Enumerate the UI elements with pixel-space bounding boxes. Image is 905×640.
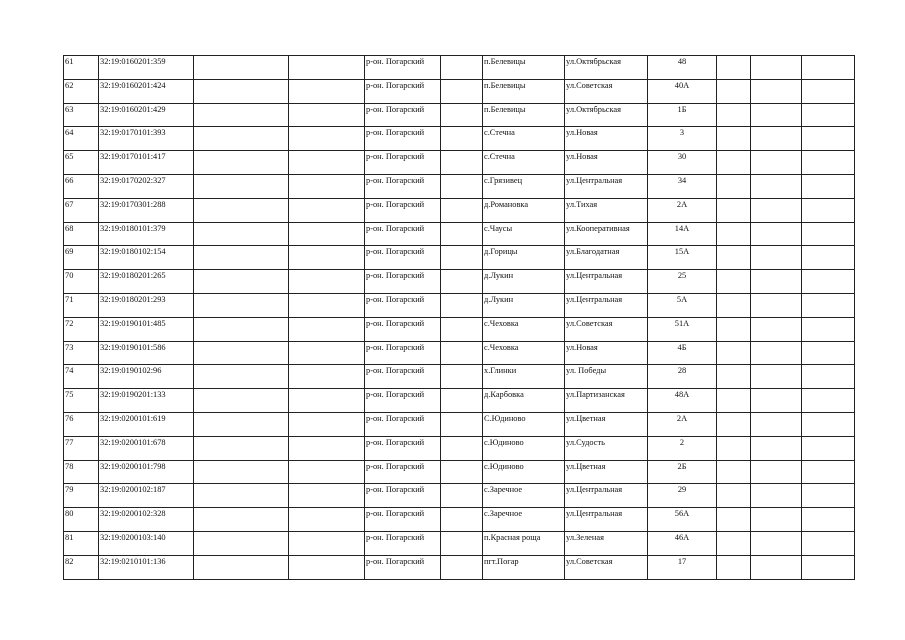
empty-cell bbox=[751, 56, 802, 80]
row-number: 77 bbox=[64, 436, 99, 460]
empty-cell bbox=[802, 103, 855, 127]
empty-cell bbox=[717, 460, 751, 484]
empty-cell bbox=[194, 317, 289, 341]
house-number: 34 bbox=[648, 174, 717, 198]
table-row bbox=[64, 436, 855, 460]
empty-cell bbox=[802, 198, 855, 222]
cadastral-number: 32:19:0160201:429 bbox=[99, 103, 194, 127]
empty-cell bbox=[194, 270, 289, 294]
row-number: 65 bbox=[64, 151, 99, 175]
row-number: 64 bbox=[64, 127, 99, 151]
table-row bbox=[64, 127, 855, 151]
empty-cell bbox=[717, 174, 751, 198]
empty-cell bbox=[194, 56, 289, 80]
cadastral-number: 32:19:0190101:586 bbox=[99, 341, 194, 365]
empty-cell bbox=[717, 508, 751, 532]
empty-cell bbox=[751, 293, 802, 317]
street: ул.Центральная bbox=[565, 508, 648, 532]
locality: д.Лукин bbox=[483, 270, 565, 294]
empty-cell bbox=[441, 317, 483, 341]
empty-cell bbox=[289, 341, 365, 365]
empty-cell bbox=[441, 127, 483, 151]
house-number: 4Б bbox=[648, 341, 717, 365]
empty-cell bbox=[717, 270, 751, 294]
empty-cell bbox=[751, 508, 802, 532]
empty-cell bbox=[802, 555, 855, 579]
empty-cell bbox=[717, 56, 751, 80]
street: ул.Цветная bbox=[565, 460, 648, 484]
locality: с.Чаусы bbox=[483, 222, 565, 246]
empty-cell bbox=[802, 531, 855, 555]
cadastral-number: 32:19:0170101:417 bbox=[99, 151, 194, 175]
empty-cell bbox=[751, 246, 802, 270]
district: р-он. Погарский bbox=[365, 293, 441, 317]
empty-cell bbox=[751, 79, 802, 103]
empty-cell bbox=[441, 198, 483, 222]
empty-cell bbox=[751, 436, 802, 460]
empty-cell bbox=[194, 222, 289, 246]
empty-cell bbox=[717, 246, 751, 270]
empty-cell bbox=[717, 341, 751, 365]
street: ул.Центральная bbox=[565, 293, 648, 317]
empty-cell bbox=[441, 531, 483, 555]
row-number: 69 bbox=[64, 246, 99, 270]
locality: п.Белевицы bbox=[483, 56, 565, 80]
row-number: 63 bbox=[64, 103, 99, 127]
empty-cell bbox=[751, 127, 802, 151]
district: р-он. Погарский bbox=[365, 174, 441, 198]
empty-cell bbox=[802, 317, 855, 341]
district: р-он. Погарский bbox=[365, 79, 441, 103]
street: ул.Кооперативная bbox=[565, 222, 648, 246]
row-number: 75 bbox=[64, 389, 99, 413]
empty-cell bbox=[194, 246, 289, 270]
empty-cell bbox=[289, 270, 365, 294]
empty-cell bbox=[802, 222, 855, 246]
cadastral-number: 32:19:0190102:96 bbox=[99, 365, 194, 389]
empty-cell bbox=[751, 412, 802, 436]
empty-cell bbox=[289, 293, 365, 317]
empty-cell bbox=[802, 293, 855, 317]
table-row bbox=[64, 293, 855, 317]
table-row bbox=[64, 389, 855, 413]
street: ул.Октябрьская bbox=[565, 103, 648, 127]
empty-cell bbox=[194, 555, 289, 579]
locality: х.Глинки bbox=[483, 365, 565, 389]
house-number: 3 bbox=[648, 127, 717, 151]
district: р-он. Погарский bbox=[365, 531, 441, 555]
cadastral-number: 32:19:0180201:265 bbox=[99, 270, 194, 294]
empty-cell bbox=[717, 436, 751, 460]
empty-cell bbox=[717, 317, 751, 341]
empty-cell bbox=[289, 412, 365, 436]
empty-cell bbox=[441, 365, 483, 389]
cadastral-number: 32:19:0200101:678 bbox=[99, 436, 194, 460]
street: ул.Советская bbox=[565, 555, 648, 579]
locality: с.Заречное bbox=[483, 484, 565, 508]
empty-cell bbox=[751, 174, 802, 198]
row-number: 61 bbox=[64, 56, 99, 80]
empty-cell bbox=[802, 246, 855, 270]
empty-cell bbox=[289, 222, 365, 246]
empty-cell bbox=[441, 341, 483, 365]
street: ул.Новая bbox=[565, 151, 648, 175]
locality: д.Романовка bbox=[483, 198, 565, 222]
locality: п.Белевицы bbox=[483, 103, 565, 127]
empty-cell bbox=[194, 341, 289, 365]
table-row bbox=[64, 484, 855, 508]
house-number: 1Б bbox=[648, 103, 717, 127]
empty-cell bbox=[751, 460, 802, 484]
cadastral-number: 32:19:0200102:328 bbox=[99, 508, 194, 532]
row-number: 78 bbox=[64, 460, 99, 484]
empty-cell bbox=[751, 151, 802, 175]
empty-cell bbox=[717, 555, 751, 579]
empty-cell bbox=[289, 436, 365, 460]
locality: с.Юдиново bbox=[483, 436, 565, 460]
street: ул.Судость bbox=[565, 436, 648, 460]
table-row bbox=[64, 222, 855, 246]
cadastral-number: 32:19:0180201:293 bbox=[99, 293, 194, 317]
empty-cell bbox=[751, 531, 802, 555]
empty-cell bbox=[289, 484, 365, 508]
empty-cell bbox=[441, 293, 483, 317]
row-number: 67 bbox=[64, 198, 99, 222]
row-number: 74 bbox=[64, 365, 99, 389]
empty-cell bbox=[289, 555, 365, 579]
house-number: 40А bbox=[648, 79, 717, 103]
row-number: 73 bbox=[64, 341, 99, 365]
table-row bbox=[64, 412, 855, 436]
row-number: 80 bbox=[64, 508, 99, 532]
empty-cell bbox=[441, 412, 483, 436]
locality: д.Карбовка bbox=[483, 389, 565, 413]
cadastral-number: 32:19:0170301:288 bbox=[99, 198, 194, 222]
street: ул.Благодатная bbox=[565, 246, 648, 270]
empty-cell bbox=[717, 484, 751, 508]
district: р-он. Погарский bbox=[365, 460, 441, 484]
street: ул.Октябрьская bbox=[565, 56, 648, 80]
table-row bbox=[64, 246, 855, 270]
table-row bbox=[64, 174, 855, 198]
empty-cell bbox=[802, 79, 855, 103]
row-number: 81 bbox=[64, 531, 99, 555]
register-body bbox=[64, 56, 855, 580]
table-row bbox=[64, 79, 855, 103]
cadastral-number: 32:19:0180101:379 bbox=[99, 222, 194, 246]
empty-cell bbox=[194, 127, 289, 151]
empty-cell bbox=[289, 365, 365, 389]
street: ул.Цветная bbox=[565, 412, 648, 436]
empty-cell bbox=[289, 151, 365, 175]
street: ул.Новая bbox=[565, 341, 648, 365]
empty-cell bbox=[717, 222, 751, 246]
empty-cell bbox=[802, 484, 855, 508]
cadastral-number: 32:19:0170101:393 bbox=[99, 127, 194, 151]
house-number: 2А bbox=[648, 198, 717, 222]
empty-cell bbox=[289, 246, 365, 270]
house-number: 29 bbox=[648, 484, 717, 508]
street: ул.Советская bbox=[565, 79, 648, 103]
register-table bbox=[63, 55, 855, 580]
cadastral-number: 32:19:0180102:154 bbox=[99, 246, 194, 270]
empty-cell bbox=[802, 365, 855, 389]
empty-cell bbox=[194, 198, 289, 222]
empty-cell bbox=[802, 174, 855, 198]
house-number: 28 bbox=[648, 365, 717, 389]
empty-cell bbox=[751, 365, 802, 389]
empty-cell bbox=[194, 389, 289, 413]
empty-cell bbox=[194, 460, 289, 484]
empty-cell bbox=[441, 222, 483, 246]
house-number: 2Б bbox=[648, 460, 717, 484]
table-row bbox=[64, 151, 855, 175]
table-row bbox=[64, 103, 855, 127]
cadastral-number: 32:19:0200103:140 bbox=[99, 531, 194, 555]
empty-cell bbox=[717, 127, 751, 151]
empty-cell bbox=[751, 341, 802, 365]
district: р-он. Погарский bbox=[365, 246, 441, 270]
empty-cell bbox=[441, 436, 483, 460]
empty-cell bbox=[289, 460, 365, 484]
empty-cell bbox=[441, 508, 483, 532]
cadastral-number: 32:19:0200101:798 bbox=[99, 460, 194, 484]
empty-cell bbox=[717, 412, 751, 436]
house-number: 14А bbox=[648, 222, 717, 246]
empty-cell bbox=[751, 317, 802, 341]
district: р-он. Погарский bbox=[365, 412, 441, 436]
empty-cell bbox=[717, 293, 751, 317]
empty-cell bbox=[802, 508, 855, 532]
empty-cell bbox=[802, 389, 855, 413]
house-number: 25 bbox=[648, 270, 717, 294]
street: ул. Победы bbox=[565, 365, 648, 389]
empty-cell bbox=[717, 151, 751, 175]
table-row bbox=[64, 531, 855, 555]
district: р-он. Погарский bbox=[365, 127, 441, 151]
cadastral-number: 32:19:0160201:359 bbox=[99, 56, 194, 80]
empty-cell bbox=[194, 293, 289, 317]
empty-cell bbox=[194, 365, 289, 389]
row-number: 76 bbox=[64, 412, 99, 436]
cadastral-number: 32:19:0160201:424 bbox=[99, 79, 194, 103]
cadastral-number: 32:19:0190101:485 bbox=[99, 317, 194, 341]
row-number: 82 bbox=[64, 555, 99, 579]
empty-cell bbox=[194, 508, 289, 532]
house-number: 17 bbox=[648, 555, 717, 579]
locality: пгт.Погар bbox=[483, 555, 565, 579]
empty-cell bbox=[441, 270, 483, 294]
empty-cell bbox=[289, 508, 365, 532]
empty-cell bbox=[289, 56, 365, 80]
empty-cell bbox=[751, 103, 802, 127]
empty-cell bbox=[194, 103, 289, 127]
district: р-он. Погарский bbox=[365, 484, 441, 508]
locality: д.Лукин bbox=[483, 293, 565, 317]
empty-cell bbox=[802, 56, 855, 80]
empty-cell bbox=[194, 484, 289, 508]
district: р-он. Погарский bbox=[365, 56, 441, 80]
district: р-он. Погарский bbox=[365, 365, 441, 389]
empty-cell bbox=[194, 531, 289, 555]
empty-cell bbox=[289, 127, 365, 151]
empty-cell bbox=[751, 555, 802, 579]
street: ул.Центральная bbox=[565, 174, 648, 198]
empty-cell bbox=[717, 103, 751, 127]
empty-cell bbox=[802, 412, 855, 436]
house-number: 30 bbox=[648, 151, 717, 175]
empty-cell bbox=[194, 151, 289, 175]
district: р-он. Погарский bbox=[365, 270, 441, 294]
empty-cell bbox=[802, 436, 855, 460]
locality: с.Чеховка bbox=[483, 317, 565, 341]
empty-cell bbox=[717, 365, 751, 389]
cadastral-number: 32:19:0170202:327 bbox=[99, 174, 194, 198]
empty-cell bbox=[289, 103, 365, 127]
district: р-он. Погарский bbox=[365, 198, 441, 222]
cadastral-number: 32:19:0190201:133 bbox=[99, 389, 194, 413]
empty-cell bbox=[802, 270, 855, 294]
row-number: 68 bbox=[64, 222, 99, 246]
locality: с.Грязивец bbox=[483, 174, 565, 198]
empty-cell bbox=[441, 460, 483, 484]
house-number: 5А bbox=[648, 293, 717, 317]
empty-cell bbox=[194, 174, 289, 198]
row-number: 62 bbox=[64, 79, 99, 103]
street: ул.Тихая bbox=[565, 198, 648, 222]
house-number: 51А bbox=[648, 317, 717, 341]
locality: п.Красная роща bbox=[483, 531, 565, 555]
table-row bbox=[64, 198, 855, 222]
house-number: 48А bbox=[648, 389, 717, 413]
district: р-он. Погарский bbox=[365, 317, 441, 341]
locality: с.Стечна bbox=[483, 151, 565, 175]
street: ул.Новая bbox=[565, 127, 648, 151]
empty-cell bbox=[717, 389, 751, 413]
empty-cell bbox=[751, 270, 802, 294]
row-number: 72 bbox=[64, 317, 99, 341]
district: р-он. Погарский bbox=[365, 389, 441, 413]
empty-cell bbox=[441, 174, 483, 198]
locality: с.Заречное bbox=[483, 508, 565, 532]
cadastral-number: 32:19:0200101:619 bbox=[99, 412, 194, 436]
empty-cell bbox=[289, 174, 365, 198]
house-number: 2 bbox=[648, 436, 717, 460]
district: р-он. Погарский bbox=[365, 151, 441, 175]
cadastral-number: 32:19:0200102:187 bbox=[99, 484, 194, 508]
house-number: 46А bbox=[648, 531, 717, 555]
district: р-он. Погарский bbox=[365, 341, 441, 365]
street: ул.Центральная bbox=[565, 484, 648, 508]
table-row bbox=[64, 460, 855, 484]
empty-cell bbox=[289, 317, 365, 341]
empty-cell bbox=[717, 531, 751, 555]
table-row bbox=[64, 555, 855, 579]
table-row bbox=[64, 317, 855, 341]
locality: С.Юдиново bbox=[483, 412, 565, 436]
row-number: 70 bbox=[64, 270, 99, 294]
empty-cell bbox=[751, 389, 802, 413]
empty-cell bbox=[194, 436, 289, 460]
district: р-он. Погарский bbox=[365, 103, 441, 127]
empty-cell bbox=[717, 198, 751, 222]
empty-cell bbox=[802, 341, 855, 365]
empty-cell bbox=[802, 151, 855, 175]
empty-cell bbox=[441, 103, 483, 127]
house-number: 48 bbox=[648, 56, 717, 80]
row-number: 66 bbox=[64, 174, 99, 198]
empty-cell bbox=[441, 555, 483, 579]
empty-cell bbox=[289, 389, 365, 413]
empty-cell bbox=[751, 222, 802, 246]
empty-cell bbox=[751, 484, 802, 508]
street: ул.Центральная bbox=[565, 270, 648, 294]
district: р-он. Погарский bbox=[365, 436, 441, 460]
empty-cell bbox=[441, 151, 483, 175]
empty-cell bbox=[441, 389, 483, 413]
empty-cell bbox=[441, 484, 483, 508]
empty-cell bbox=[194, 412, 289, 436]
house-number: 2А bbox=[648, 412, 717, 436]
house-number: 56А bbox=[648, 508, 717, 532]
empty-cell bbox=[717, 79, 751, 103]
table-row bbox=[64, 508, 855, 532]
street: ул.Советская bbox=[565, 317, 648, 341]
locality: д.Горицы bbox=[483, 246, 565, 270]
empty-cell bbox=[441, 79, 483, 103]
empty-cell bbox=[441, 246, 483, 270]
empty-cell bbox=[751, 198, 802, 222]
district: р-он. Погарский bbox=[365, 508, 441, 532]
district: р-он. Погарский bbox=[365, 222, 441, 246]
table-row bbox=[64, 365, 855, 389]
empty-cell bbox=[289, 198, 365, 222]
empty-cell bbox=[802, 460, 855, 484]
row-number: 71 bbox=[64, 293, 99, 317]
locality: п.Белевицы bbox=[483, 79, 565, 103]
cadastral-number: 32:19:0210101:136 bbox=[99, 555, 194, 579]
district: р-он. Погарский bbox=[365, 555, 441, 579]
street: ул.Зеленая bbox=[565, 531, 648, 555]
empty-cell bbox=[802, 127, 855, 151]
empty-cell bbox=[289, 79, 365, 103]
street: ул.Партизанская bbox=[565, 389, 648, 413]
table-row bbox=[64, 270, 855, 294]
row-number: 79 bbox=[64, 484, 99, 508]
locality: с.Юдиново bbox=[483, 460, 565, 484]
table-row bbox=[64, 341, 855, 365]
locality: с.Стечна bbox=[483, 127, 565, 151]
empty-cell bbox=[289, 531, 365, 555]
table-row bbox=[64, 56, 855, 80]
house-number: 15А bbox=[648, 246, 717, 270]
locality: с.Чеховка bbox=[483, 341, 565, 365]
empty-cell bbox=[194, 79, 289, 103]
empty-cell bbox=[441, 56, 483, 80]
